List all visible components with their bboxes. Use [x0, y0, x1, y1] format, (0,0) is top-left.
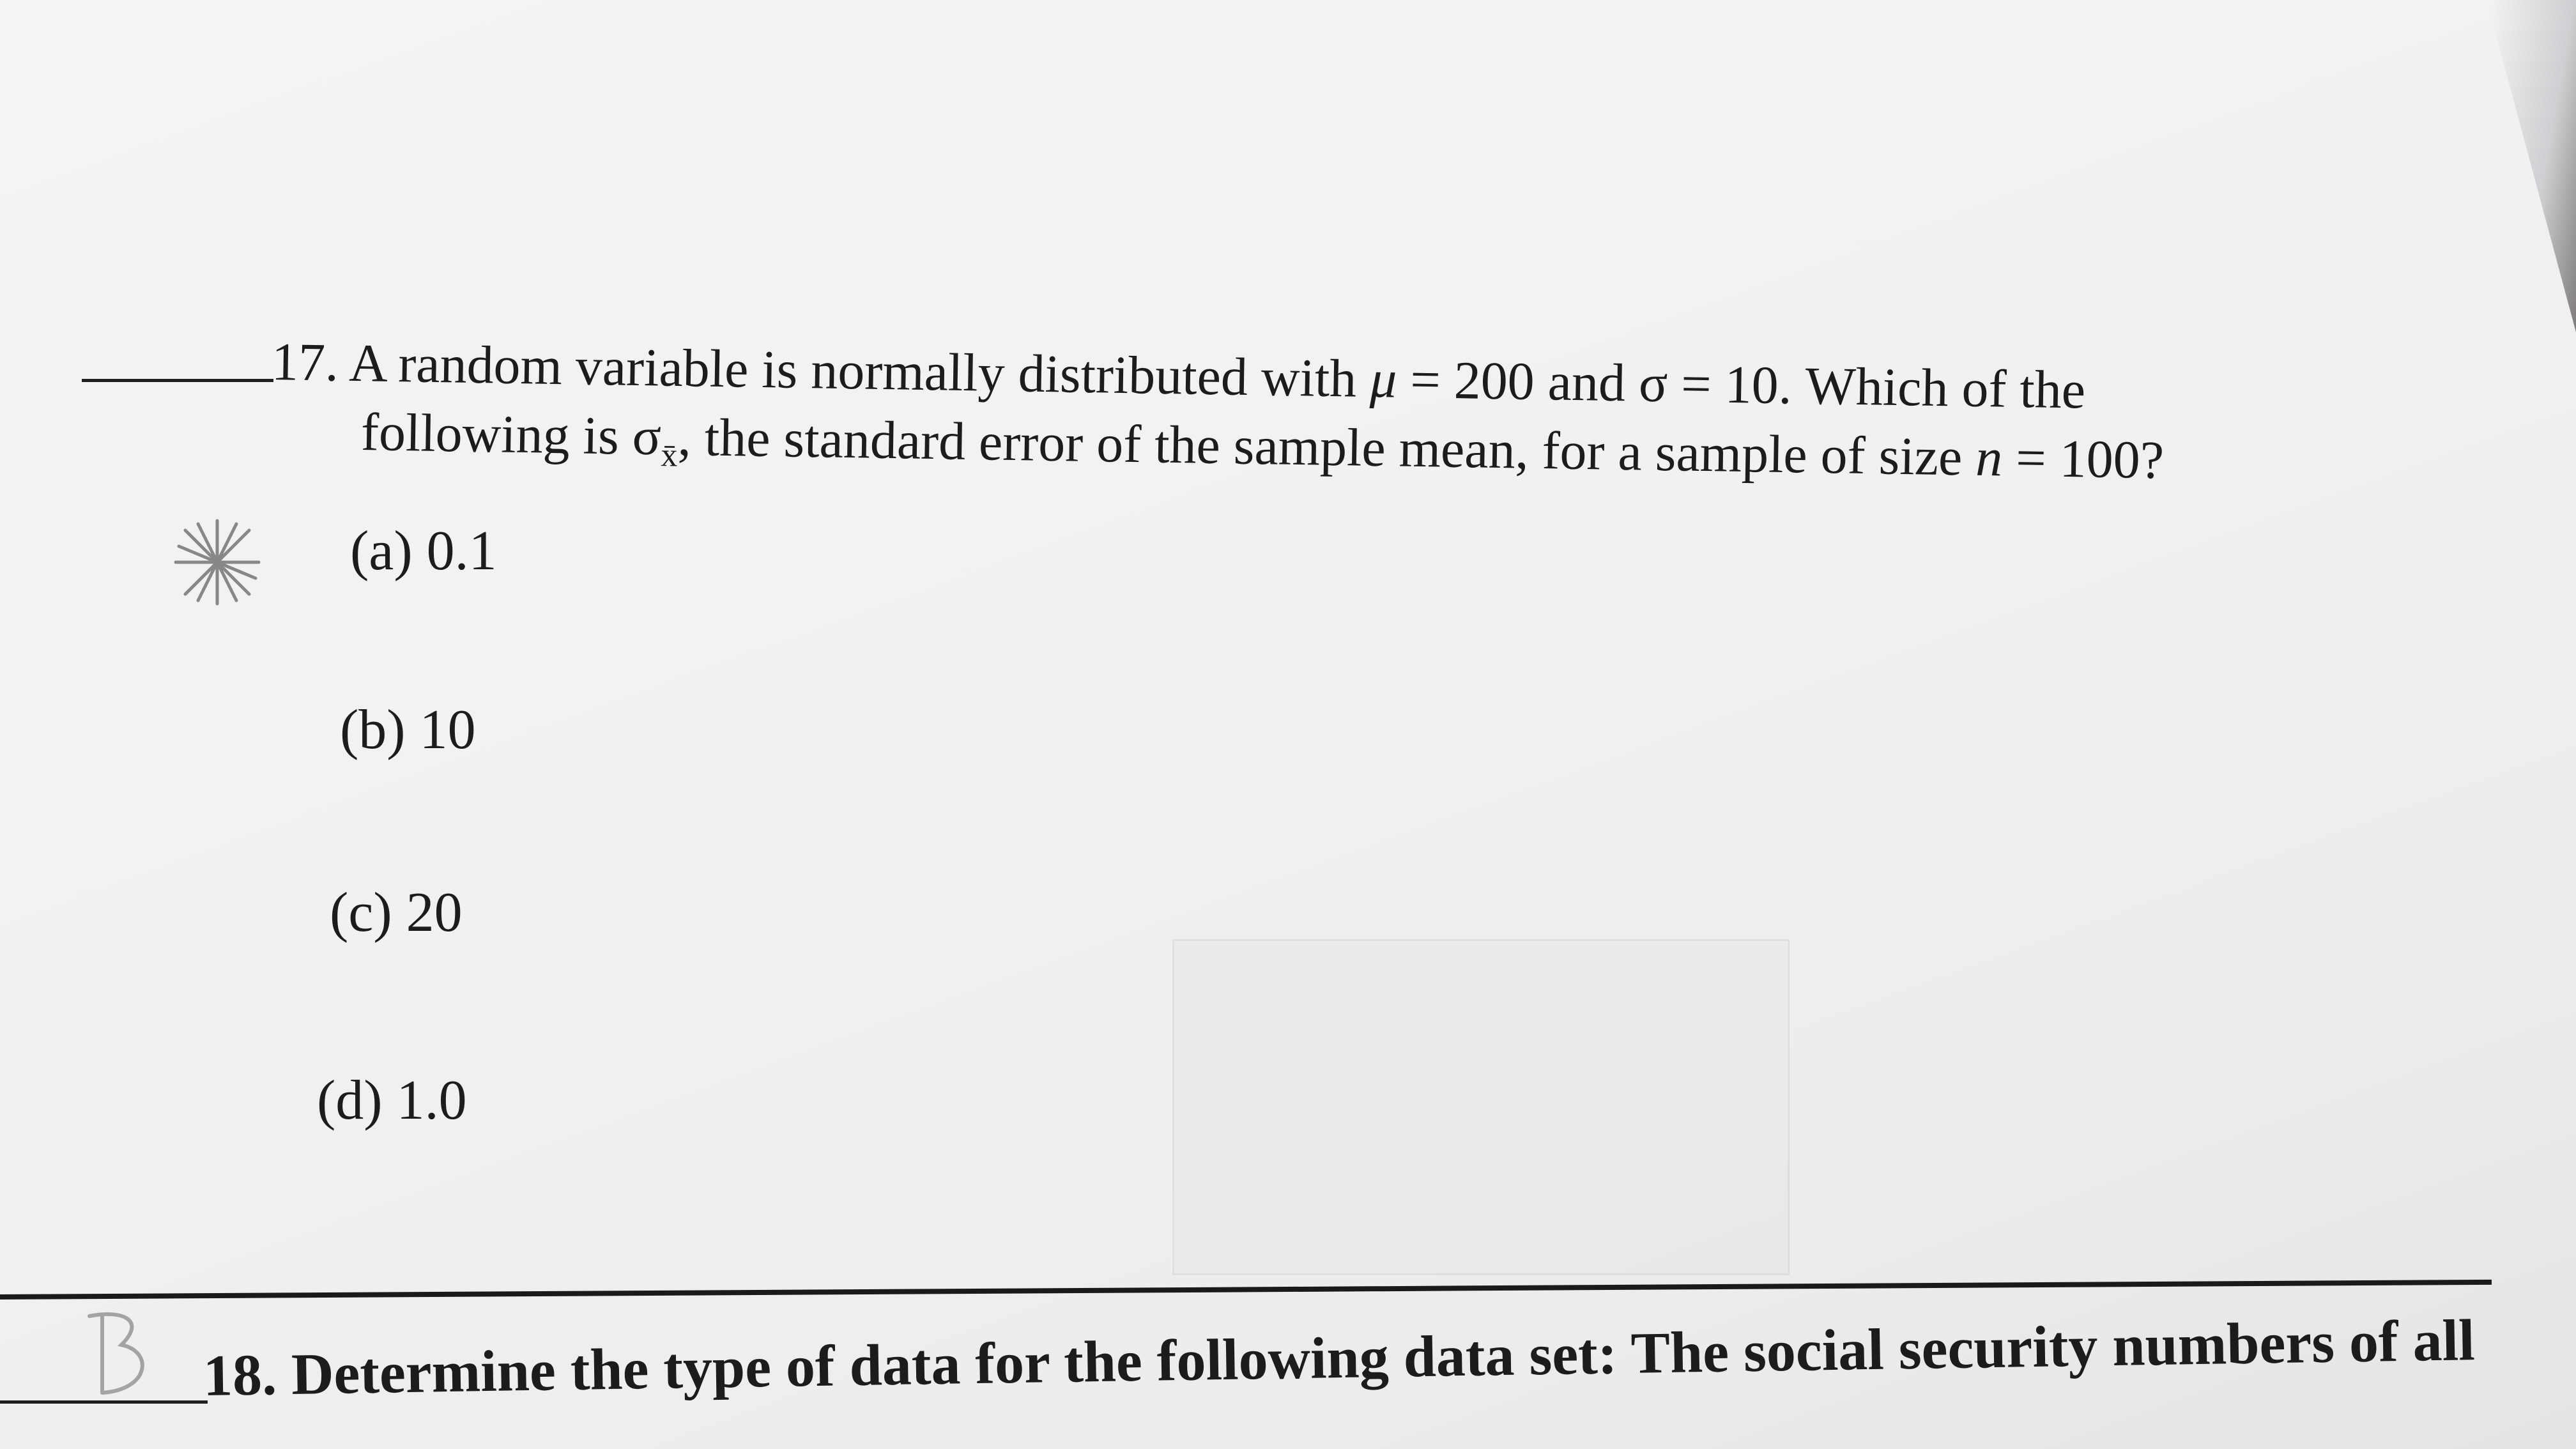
n-symbol: n	[1975, 427, 2004, 488]
bleed-through-box	[1172, 939, 1790, 1275]
q18-number: 18.	[203, 1342, 277, 1408]
q18-answer-blank[interactable]	[0, 1400, 208, 1404]
and-word: and	[1547, 352, 1626, 413]
pencil-star-mark-icon	[169, 514, 265, 610]
q17-choice-a[interactable]: (a) 0.1	[350, 520, 497, 582]
paper-corner-shadow	[2487, 0, 2576, 332]
q17-line1-tail: Which of the	[1804, 356, 2086, 420]
q17-line2-start: following is	[360, 402, 620, 466]
q17-line2-rest: , the standard error of the sample mean, for a sample of size	[677, 407, 1963, 487]
sigma-xbar-subscript: x̄	[661, 437, 678, 474]
q18-text: Determine the type of data for the following data set: The social security numbers of all	[291, 1307, 2476, 1407]
q17-answer-blank[interactable]	[82, 379, 273, 382]
n-value: = 100?	[2015, 428, 2165, 491]
sigma-symbol: σ	[1638, 353, 1669, 414]
q17-line1-text: A random variable is normally distributed with	[348, 333, 1357, 409]
q18-line-1	[203, 1306, 2475, 1409]
q17-choice-b[interactable]: (b) 10	[340, 699, 476, 761]
q17-choice-c[interactable]: (c) 20	[330, 882, 463, 944]
q17-choice-d[interactable]: (d) 1.0	[317, 1070, 467, 1131]
sigma-value: = 10.	[1680, 354, 1793, 416]
handwritten-answer-b	[77, 1307, 160, 1402]
sigma-xbar-symbol: σ	[631, 406, 662, 467]
mu-value: = 200	[1409, 350, 1535, 412]
q17-number: 17.	[271, 332, 339, 393]
mu-symbol: μ	[1369, 349, 1398, 410]
section-divider	[0, 1280, 2492, 1300]
